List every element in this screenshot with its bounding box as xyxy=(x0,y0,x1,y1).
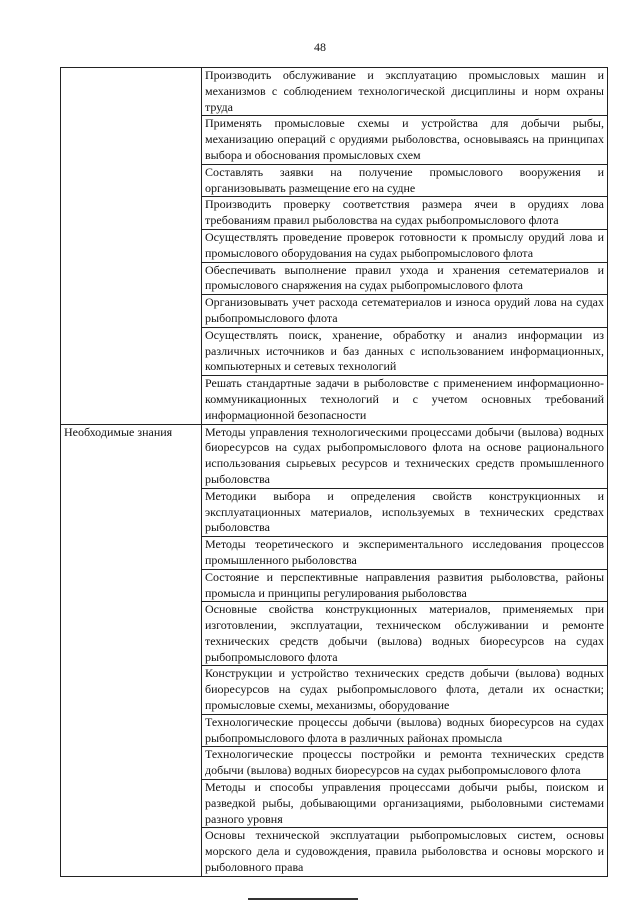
skills-label-cell xyxy=(61,68,202,425)
knowledge-item: Методы теоретического и экспериментального исследования процессов промышленного рыболовства xyxy=(202,537,608,570)
skill-item: Организовывать учет расхода сетематериалов и износа орудий лова на судах рыбопромыслового флота xyxy=(202,295,608,328)
skill-item: Производить обслуживание и эксплуатацию промысловых машин и механизмов с соблюдением технологической дисциплины и норм охраны труда xyxy=(202,68,608,116)
knowledge-item: Конструкции и устройство технических средств добычи (вылова) водных биоресурсов на судах рыбопромыслового флота, детали их оснастки; промысловые схемы, механизмы, оборудование xyxy=(202,666,608,714)
knowledge-label: Необходимые знания xyxy=(61,424,202,876)
knowledge-item: Основы технической эксплуатации рыбопромысловых систем, основы морского дела и судовождения, правила рыболовства и основы морского и рыболовного права xyxy=(202,828,608,876)
page-bottom-rule xyxy=(248,898,358,900)
knowledge-item: Технологические процессы постройки и ремонта технических средств добычи (вылова) водных биоресурсов на судах рыбопромыслового флота xyxy=(202,747,608,780)
skill-item: Решать стандартные задачи в рыболовстве с применением информационно-коммуникационных технологий и с учетом основных требований информационной безопасности xyxy=(202,376,608,424)
knowledge-item: Методики выбора и определения свойств конструкционных и эксплуатационных материалов, используемых в технических средствах рыболовства xyxy=(202,488,608,536)
page-number: 48 xyxy=(314,40,326,54)
knowledge-item: Методы и способы управления процессами добычи рыбы, поиском и разведкой рыбы, добывающими организациями, рыболовными системами разного уровня xyxy=(202,780,608,828)
skill-item: Составлять заявки на получение промыслового вооружения и организовывать размещение его на судне xyxy=(202,164,608,197)
skill-item: Осуществлять проведение проверок готовности к промыслу орудий лова и промыслового оборудования на судах рыбопромыслового флота xyxy=(202,229,608,262)
skill-item: Применять промысловые схемы и устройства для добычи рыбы, механизацию операций с орудиями рыболовства, основываясь на принципах выбора и обоснования промысловых схем xyxy=(202,116,608,164)
skill-item: Осуществлять поиск, хранение, обработку и анализ информации из различных источников и баз данных с использованием информационных, компьютерных и сетевых технологий xyxy=(202,327,608,375)
knowledge-item: Основные свойства конструкционных материалов, применяемых при изготовлении, эксплуатации, техническом обслуживании и ремонте технических средств добычи (вылова) водных биоресурсов на судах рыбопромыслового флота xyxy=(202,602,608,666)
skill-item: Производить проверку соответствия размера ячеи в орудиях лова требованиям правил рыболовства на судах рыбопромыслового флота xyxy=(202,197,608,230)
competency-table xyxy=(60,67,608,877)
skill-item: Обеспечивать выполнение правил ухода и хранения сетематериалов и промыслового снаряжения на судах рыбопромыслового флота xyxy=(202,262,608,295)
table-row xyxy=(61,68,608,116)
knowledge-item: Технологические процессы добычи (вылова) водных биоресурсов на судах рыбопромыслового флота в различных районах промысла xyxy=(202,714,608,747)
knowledge-item: Методы управления технологическими процессами добычи (вылова) водных биоресурсов на судах рыбопромыслового флота на основе рационального использования сырьевых ресурсов и технических средств промышленного рыболовства xyxy=(202,424,608,488)
knowledge-item: Состояние и перспективные направления развития рыболовства, районы промысла и принципы регулирования рыболовства xyxy=(202,569,608,602)
table-row xyxy=(61,424,608,488)
